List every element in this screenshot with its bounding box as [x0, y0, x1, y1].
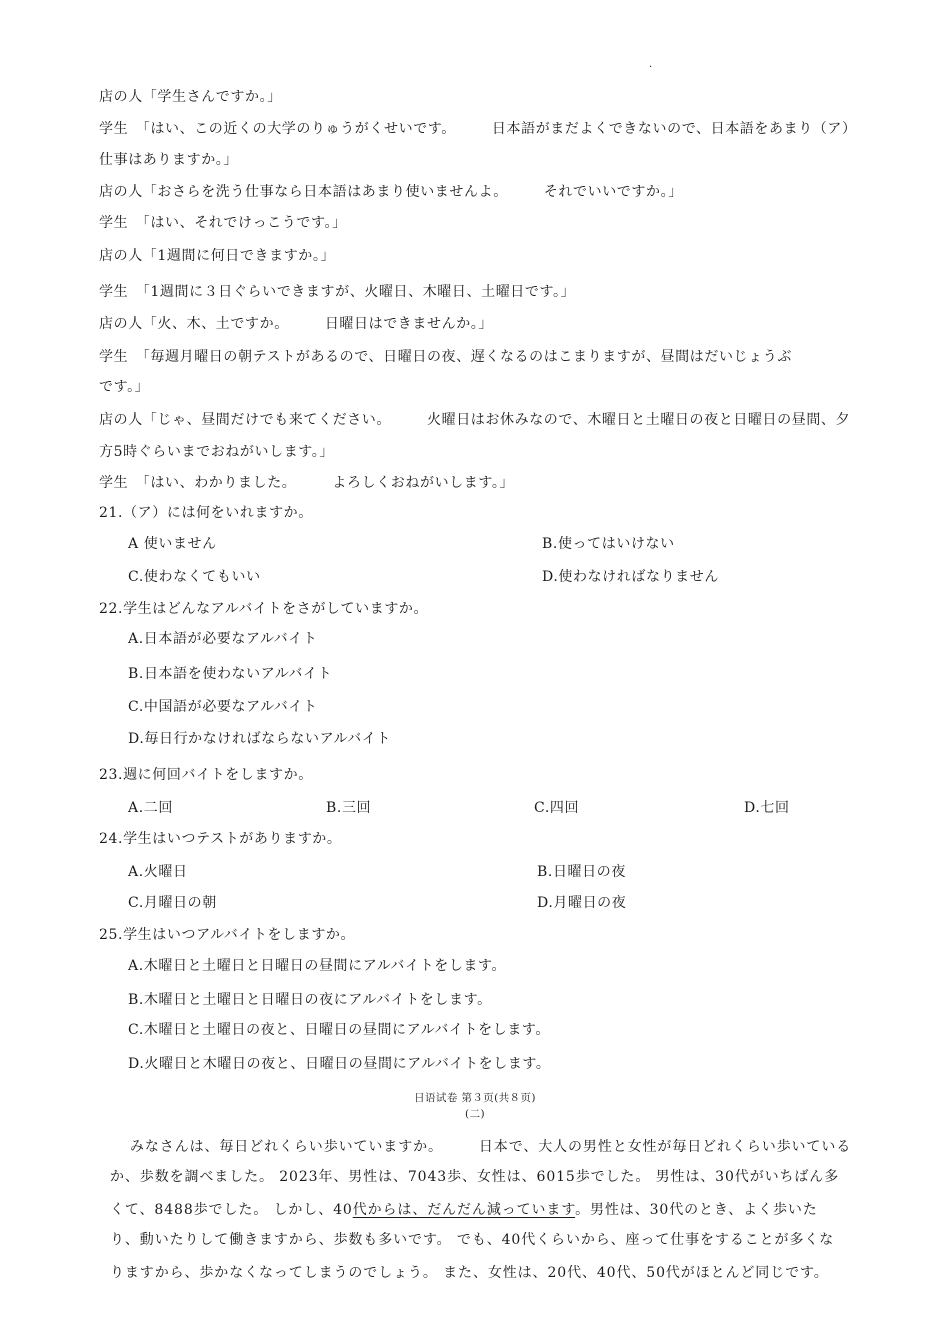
- stray-dot: ·: [649, 62, 653, 73]
- dialogue-line: 店の人「火、木、土ですか。 日曜日はできませんか。」: [99, 316, 494, 332]
- dialogue-line: 店の人「学生さんですか。」: [99, 89, 282, 105]
- passage-line: くて、8488歩でした。 しかし、40代からは、だんだん減っています。男性は、30代のとき、よく歩いた: [110, 1202, 818, 1218]
- dialogue-line: 学生 「毎週月曜日の朝テストがあるので、日曜日の夜、遅くなるのはこまりますが、昼間はだいじょうぶ: [99, 349, 792, 365]
- dialogue-line: 学生 「1週間に３日ぐらいできますが、火曜日、木曜日、土曜日です。」: [99, 284, 576, 300]
- question-stem: 21.（ア）には何をいれますか。: [99, 505, 313, 521]
- option-c: C.月曜日の朝: [128, 895, 217, 911]
- question-stem: 25.学生はいつアルバイトをしますか。: [99, 927, 356, 943]
- option-d: D.使わなければなりません: [542, 569, 719, 585]
- option-d: D.七回: [744, 800, 790, 816]
- option-c: C.木曜日と土曜日の夜と、日曜日の昼間にアルバイトをします。: [128, 1022, 551, 1038]
- option-a: A.日本語が必要なアルバイト: [128, 631, 318, 647]
- dialogue-line: 学生 「はい、それでけっこうです。」: [99, 215, 347, 231]
- section-heading: (二): [465, 1108, 485, 1120]
- option-c: C.中国語が必要なアルバイト: [128, 699, 318, 715]
- dialogue-line: 店の人「1週間に何日できますか。」: [99, 248, 336, 264]
- option-b: B.使ってはいけない: [542, 536, 675, 552]
- passage-line: りますから、歩かなくなってしまうのでしょう。 また、女性は、20代、40代、50代がほとんど同じです。: [110, 1265, 829, 1281]
- option-b: B.日本語を使わないアルバイト: [128, 666, 333, 682]
- option-b: B.日曜日の夜: [537, 864, 626, 880]
- option-b: B.三回: [326, 800, 372, 816]
- option-d: D.毎日行かなければならないアルバイト: [128, 731, 392, 747]
- option-a: A.二回: [128, 800, 173, 816]
- dialogue-line: 方5時ぐらいまでおねがいします。」: [99, 444, 334, 460]
- underlined-text: 代から: [352, 1202, 398, 1218]
- option-a: A.木曜日と土曜日と日曜日の昼間にアルバイトをします。: [128, 958, 507, 974]
- dialogue-line: 学生 「はい、この近くの大学のりゅうがくせいです。 日本語がまだよくできないので、日本語をあまり（ア）: [99, 121, 857, 137]
- dialogue-line: 店の人「おさらを洗う仕事なら日本語はあまり使いませんよ。 それでいいですか。」: [99, 184, 683, 200]
- option-c: C.使わなくてもいい: [128, 569, 261, 585]
- dialogue-line: 学生 「はい、わかりました。 よろしくおねがいします。」: [99, 475, 515, 491]
- option-c: C.四回: [534, 800, 580, 816]
- question-stem: 23.週に何回バイトをしますか。: [99, 767, 313, 783]
- option-a: A.火曜日: [128, 864, 188, 880]
- dialogue-line: です。」: [99, 379, 150, 395]
- passage-line: り、動いたりして働きますから、歩数も多いです。 でも、40代くらいから、座って仕事をすることが多くな: [110, 1232, 835, 1248]
- passage-line: か、歩数を調べました。 2023年、男性は、7043歩、女性は、6015歩でした。 男性は、30代がいちばん多: [110, 1169, 840, 1185]
- page-footer: 日语试卷 第３页(共８页): [414, 1092, 536, 1104]
- option-a: A 使いません: [128, 536, 217, 552]
- passage-line: みなさんは、毎日どれくらい歩いていますか。 日本で、大人の男性と女性が毎日どれくらい歩いている: [130, 1139, 852, 1155]
- option-d: D.月曜日の夜: [537, 895, 627, 911]
- question-stem: 24.学生はいつテストがありますか。: [99, 831, 342, 847]
- underlined-text: は、だんだん減っています: [397, 1202, 576, 1218]
- option-b: B.木曜日と土曜日と日曜日の夜にアルバイトをします。: [128, 992, 492, 1008]
- question-stem: 22.学生はどんなアルバイトをさがしていますか。: [99, 601, 429, 617]
- option-d: D.火曜日と木曜日の夜と、日曜日の昼間にアルバイトをします。: [128, 1056, 551, 1072]
- dialogue-line: 仕事はありますか。」: [99, 152, 238, 168]
- dialogue-line: 店の人「じゃ、昼間だけでも来てください。 火曜日はお休みなので、木曜日と土曜日の夜と日曜日の昼間、夕: [99, 412, 851, 428]
